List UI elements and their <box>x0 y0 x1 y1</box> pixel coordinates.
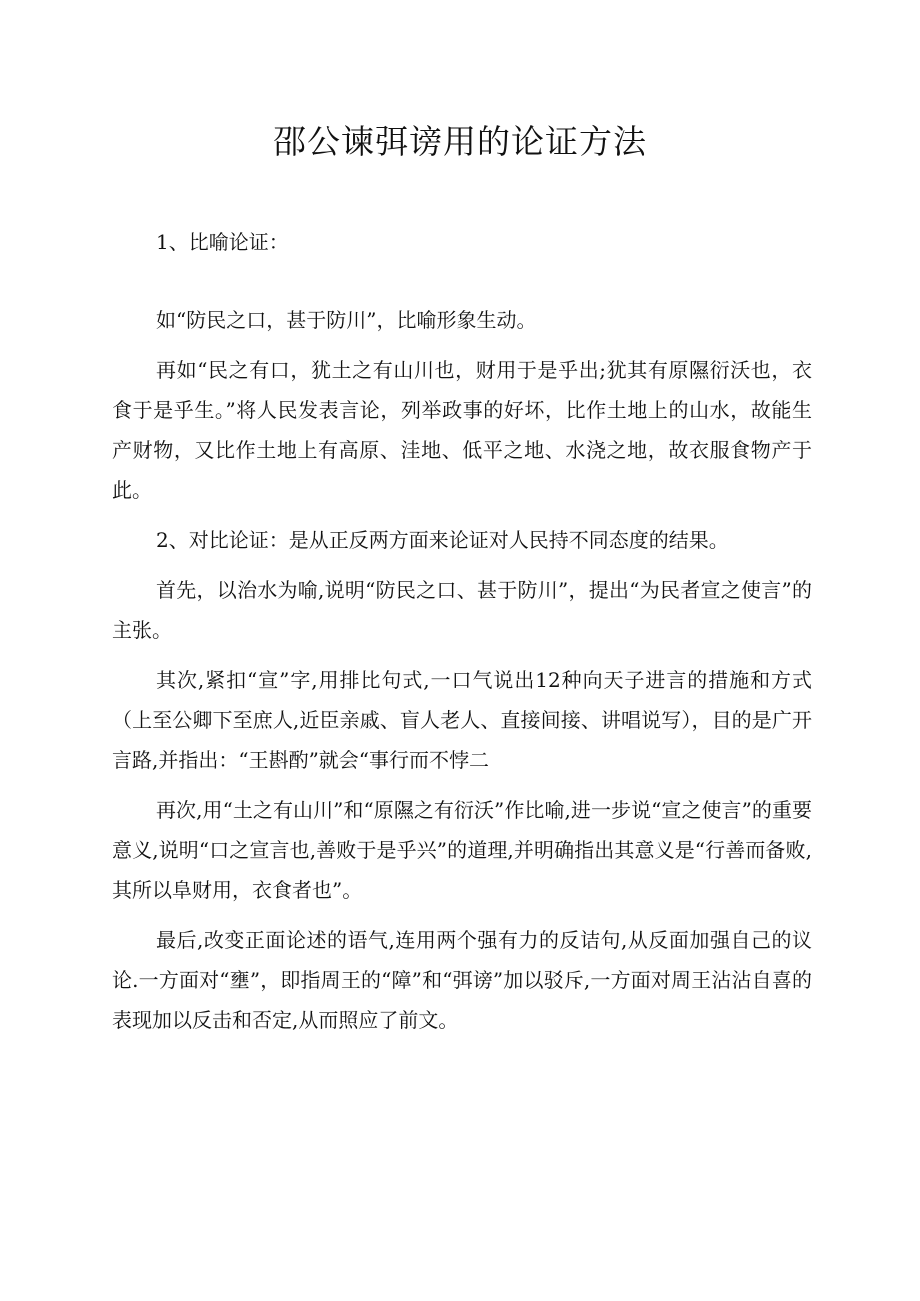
document-body <box>112 222 812 1040</box>
section-heading-metaphor: 1、比喻论证： <box>156 230 289 254</box>
paragraph: 最后,改变正面论述的语气,连用两个强有力的反诘句,从反面加强自己的议论.一方面对“壅”，即指周王的“障”和“弭谤”加以驳斥,一方面对周王沾沾自喜的表现加以反击和否定,从而照应了前文。 <box>112 928 812 1032</box>
section-heading-contrast: 2、对比论证：是从正反两方面来论证对人民持不同态度的结果。 <box>156 528 729 552</box>
paragraph: 如“防民之口，甚于防川”，比喻形象生动。 <box>156 308 537 332</box>
paragraph: 其次,紧扣“宣”字,用排比句式,一口气说出12种向天子进言的措施和方式（上至公卿下至庶人,近臣亲戚、盲人老人、直接间接、讲唱说写），目的是广开言路,并指出：“王斟酌”就会“事行而不悖二 <box>112 668 812 772</box>
paragraph: 首先，以治水为喻,说明“防民之口、甚于防川”，提出“为民者宣之使言”的主张。 <box>112 578 812 642</box>
document-title: 邵公谏弭谤用的论证方法 <box>273 122 647 161</box>
paragraph: 再如“民之有口，犹土之有山川也，财用于是乎出;犹其有原隰衍沃也，衣食于是乎生。”将人民发表言论，列举政事的好坏，比作土地上的山水，故能生产财物，又比作土地上有高原、洼地、低平之地、水浇之地，故衣服食物产于此。 <box>112 358 812 502</box>
paragraph: 再次,用“土之有山川”和“原隰之有衍沃”作比喻,进一步说“宣之使言”的重要意义,说明“口之宣言也,善败于是乎兴”的道理,并明确指出其意义是“行善而备败,其所以阜财用，衣食者也”。 <box>112 798 812 902</box>
